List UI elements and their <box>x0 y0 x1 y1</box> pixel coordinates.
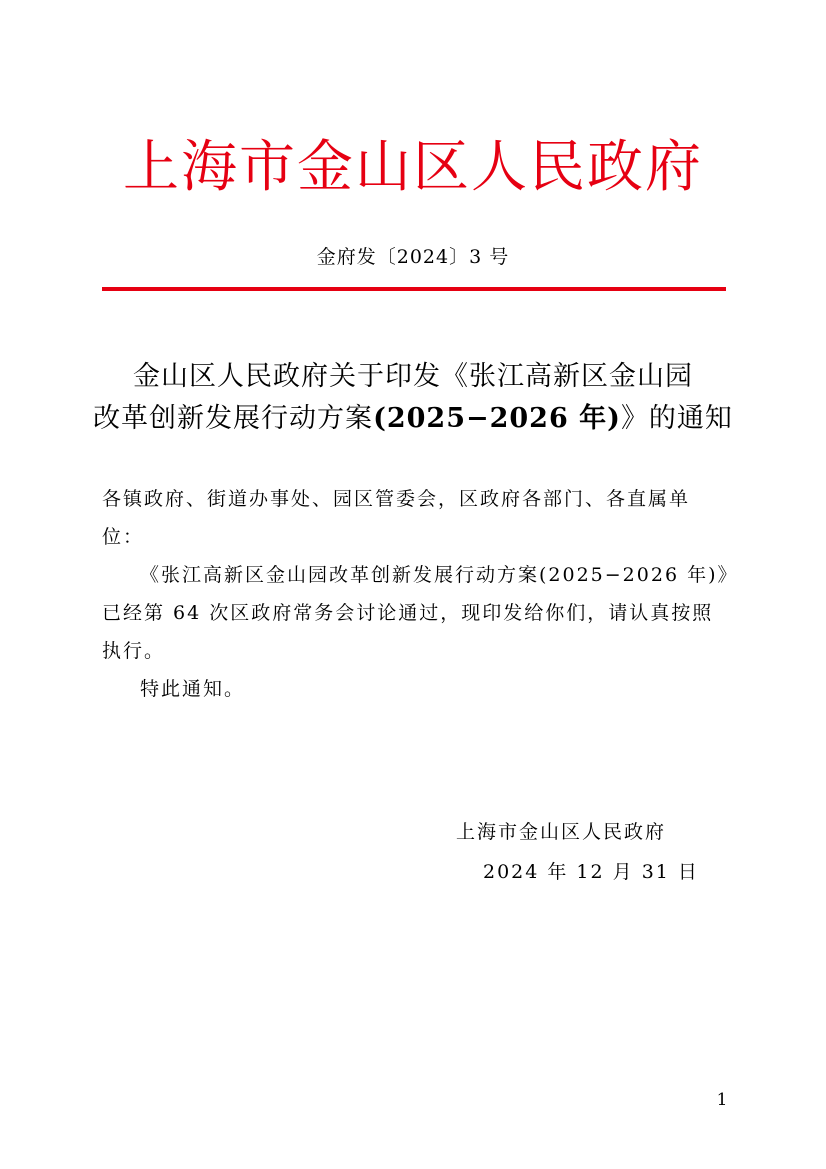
body-paragraph-line-1: 《张江高新区金山园改革创新发展行动方案(2025−2026 年)》 <box>140 564 739 586</box>
title-line-2-suffix: 》的通知 <box>620 403 733 434</box>
title-year-range: (2025−2026 年) <box>373 403 621 434</box>
body-paragraph-line-3: 执行。 <box>102 640 166 662</box>
page-number: 1 <box>716 1090 728 1110</box>
document-number: 金府发〔2024〕3 号 <box>316 246 510 268</box>
document-title <box>90 356 736 440</box>
issuer-masthead: 上海市金山区人民政府 <box>123 135 703 200</box>
title-line-1: 金山区人民政府关于印发《张江高新区金山园 <box>133 361 693 392</box>
red-divider-line <box>102 287 726 291</box>
document-body <box>102 480 739 708</box>
signature-date: 2024 年 12 月 31 日 <box>483 861 699 883</box>
signature-org: 上海市金山区人民政府 <box>456 821 667 843</box>
body-paragraph-line-2: 已经第 64 次区政府常务会讨论通过，现印发给你们，请认真按照 <box>102 602 714 624</box>
addressee-line-1: 各镇政府、街道办事处、园区管委会，区政府各部门、各直属单 <box>102 488 691 510</box>
closing-line: 特此通知。 <box>140 678 246 700</box>
addressee-line-2: 位： <box>102 526 145 548</box>
title-line-2-prefix: 改革创新发展行动方案 <box>93 403 374 434</box>
title-line-2 <box>90 398 736 440</box>
